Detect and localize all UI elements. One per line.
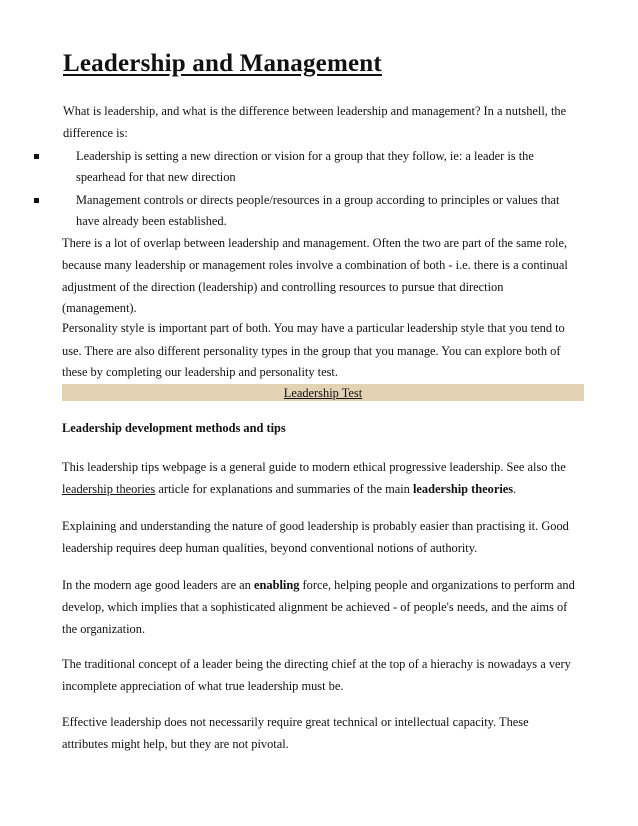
explaining-line-1: Explaining and understanding the nature of good leadership is probably easier than practising it. Good: [62, 519, 569, 533]
personality-line-1: Personality style is important part of both. You may have a particular leadership style that you tend to: [62, 321, 565, 335]
effective-line-1: Effective leadership does not necessarily require great technical or intellectual capacity. These: [62, 715, 529, 729]
modern-line-2: develop, which implies that a sophisticated alignment be achieved - of people's needs, and the aims of: [62, 600, 568, 614]
bullet-2-line-2: have already been established.: [76, 214, 227, 228]
bullet-marker-2: [34, 198, 39, 203]
section-heading: Leadership development methods and tips: [62, 421, 286, 435]
modern-line-1: [62, 577, 575, 593]
traditional-line-2: incomplete appreciation of what true leadership must be.: [62, 679, 344, 693]
explaining-line-2: leadership requires deep human qualities, beyond conventional notions of authority.: [62, 541, 478, 555]
leadership-test-link[interactable]: Leadership Test: [283, 386, 363, 400]
overlap-line-2: because many leadership or management roles involve a combination of both - i.e. there is a continual: [62, 258, 568, 272]
tips-line-2: [62, 481, 516, 497]
overlap-line-4: (management).: [62, 301, 137, 315]
overlap-line-1: There is a lot of overlap between leadership and management. Often the two are part of the same role,: [62, 236, 568, 250]
bullet-2-line-1: Management controls or directs people/resources in a group according to principles or values that: [76, 193, 560, 207]
modern-line-1-pre: In the modern age good leaders are an: [62, 578, 254, 592]
leadership-theories-link[interactable]: leadership theories: [62, 482, 156, 496]
bullet-1-line-2: spearhead for that new direction: [76, 170, 236, 184]
overlap-line-3: adjustment of the direction (leadership) and controlling resources to pursue that direction: [62, 280, 504, 294]
traditional-line-1: The traditional concept of a leader being the directing chief at the top of a hierachy is nowadays a very: [62, 657, 571, 671]
tips-line-2-end: .: [513, 482, 517, 496]
personality-line-3: these by completing our leadership and personality test.: [62, 365, 338, 379]
bullet-1-line-1: Leadership is setting a new direction or vision for a group that they follow, ie: a leader is the: [76, 149, 534, 163]
bullet-marker-1: [34, 154, 39, 159]
leadership-test-banner: [62, 384, 584, 401]
modern-line-3: the organization.: [62, 622, 146, 636]
intro-line-1: What is leadership, and what is the difference between leadership and management? In a nutshell, the: [63, 104, 567, 118]
tips-line-1: This leadership tips webpage is a general guide to modern ethical progressive leadership. See also the: [62, 460, 566, 474]
modern-bold-enabling: enabling: [253, 578, 300, 592]
personality-line-2: use. There are also different personality types in the group that you manage. You can explore both of: [62, 344, 561, 358]
effective-line-2: attributes might help, but they are not pivotal.: [62, 737, 289, 751]
modern-line-1-post: force, helping people and organizations to perform and: [299, 578, 575, 592]
page-title: Leadership and Management: [63, 50, 382, 77]
tips-line-2-text: article for explanations and summaries of the main: [155, 482, 413, 496]
tips-bold-theories: leadership theories: [412, 482, 514, 496]
intro-line-2: difference is:: [63, 126, 128, 140]
